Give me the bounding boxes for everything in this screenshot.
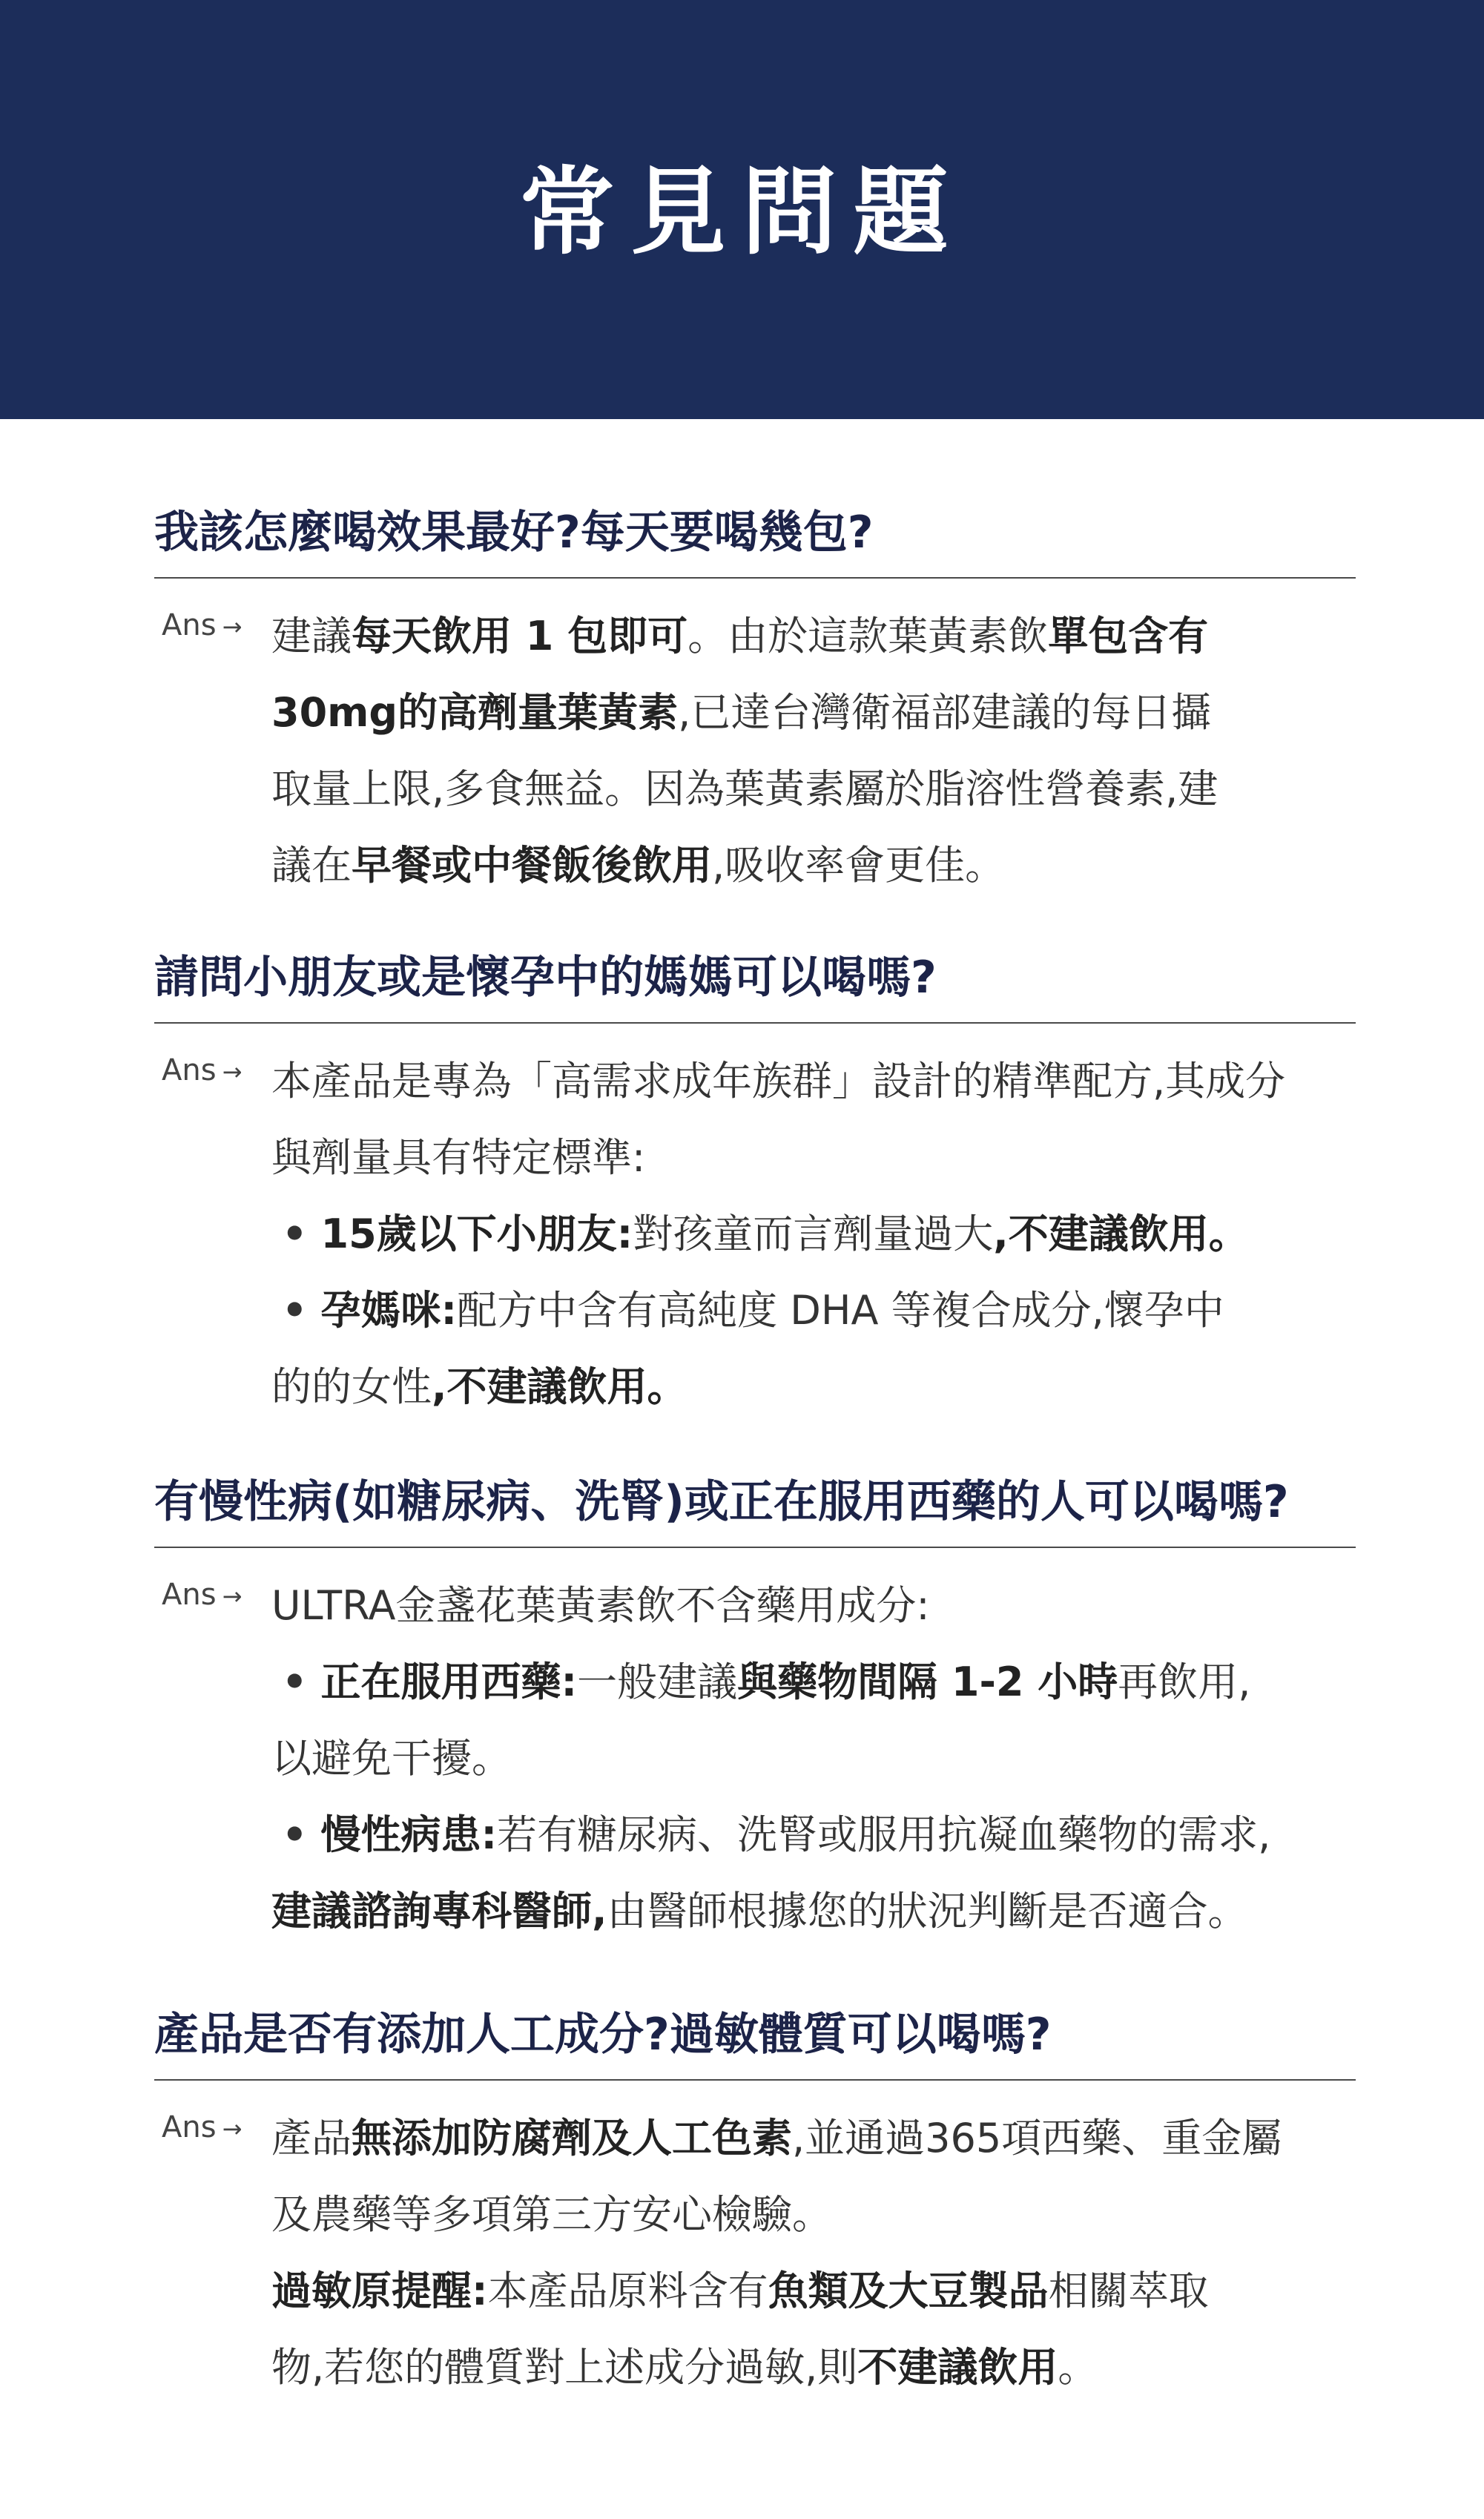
- arrow-right-icon: →: [222, 1058, 243, 1086]
- answer-line: 議在早餐或中餐飯後飲用,吸收率會更佳。: [271, 842, 1006, 889]
- page-title: 常見問題: [519, 157, 965, 268]
- faq-question: 產品是否有添加人工成分?過敏體質可以喝嗎?: [154, 2012, 1356, 2081]
- arrow-right-icon: →: [222, 2115, 243, 2143]
- answer-line: 物,若您的體質對上述成分過敏,則不建議飲用。: [271, 2344, 1098, 2391]
- arrow-right-icon: →: [222, 1582, 243, 1610]
- ans-label: Ans →: [162, 1578, 243, 1612]
- ans-label: Ans →: [162, 608, 243, 642]
- bullet-dot-icon: •: [282, 1659, 308, 1705]
- answer-line: 產品無添加防腐劑及人工色素,並通過365項西藥、重金屬: [271, 2115, 1282, 2161]
- bullet-item: • 15歲以下小朋友:對孩童而言劑量過大,不建議飲用。: [282, 1211, 1249, 1257]
- faq-question: 有慢性病(如糖尿病、洗腎)或正在服用西藥的人可以喝嗎?: [154, 1480, 1356, 1548]
- faq-answer: [154, 2100, 1356, 2406]
- faq-question: 我該怎麼喝效果最好?每天要喝幾包?: [154, 510, 1356, 579]
- faq-answer: [154, 1567, 1356, 1949]
- faq-item: [154, 952, 1356, 1425]
- bullet-item: • 孕媽咪:配方中含有高純度 DHA 等複合成分,懷孕中: [282, 1287, 1224, 1334]
- faq-item: [154, 507, 1356, 903]
- answer-line: 及農藥等多項第三方安心檢驗。: [271, 2191, 832, 2238]
- answer-line: 30mg的高劑量葉黃素,已達台灣衛福部建議的每日攝: [271, 689, 1212, 736]
- page-header: [0, 0, 1484, 419]
- bullet-item: • 慢性病患:若有糖尿病、洗腎或服用抗凝血藥物的需求,: [282, 1811, 1271, 1858]
- answer-line: 建議每天飲用 1 包即可。由於這款葉黃素飲單包含有: [271, 613, 1209, 659]
- answer-line: ULTRA金盞花葉黃素飲不含藥用成分:: [271, 1582, 930, 1629]
- answer-line: 本產品是專為「高需求成年族群」設計的精準配方,其成分: [271, 1058, 1286, 1104]
- answer-line: 以避免干擾。: [271, 1735, 512, 1782]
- faq-item: [154, 1476, 1356, 1949]
- arrow-right-icon: →: [222, 613, 243, 641]
- ans-label: Ans →: [162, 2110, 243, 2144]
- answer-line: 過敏原提醒:本產品原料含有魚類及大豆製品相關萃取: [271, 2268, 1209, 2314]
- faq-question: 請問小朋友或是懷孕中的媽媽可以喝嗎?: [154, 955, 1356, 1024]
- faq-answer: [154, 598, 1356, 903]
- bullet-dot-icon: •: [282, 1811, 308, 1858]
- bullet-dot-icon: •: [282, 1287, 308, 1334]
- bullet-dot-icon: •: [282, 1211, 308, 1257]
- answer-line: 的的女性,不建議飲用。: [271, 1363, 687, 1410]
- answer-line: 與劑量具有特定標準:: [271, 1134, 646, 1181]
- faq-item: [154, 2009, 1356, 2406]
- ans-label: Ans →: [162, 1053, 243, 1087]
- faq-answer: [154, 1043, 1356, 1425]
- answer-line: 建議諮詢專科醫師,由醫師根據您的狀況判斷是否適合。: [271, 1888, 1248, 1934]
- answer-line: 取量上限,多食無益。因為葉黃素屬於脂溶性營養素,建: [271, 765, 1218, 812]
- bullet-item: • 正在服用西藥:一般建議與藥物間隔 1-2 小時再飲用,: [282, 1659, 1251, 1705]
